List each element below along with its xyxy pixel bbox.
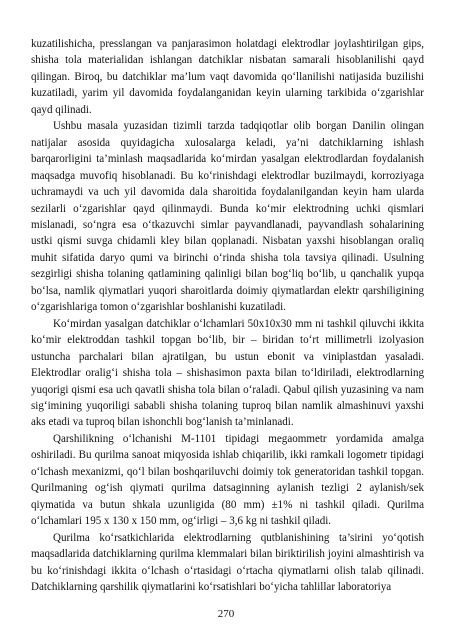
paragraph-5: Qurilma ko‘rsatkichlarida elektrodlarning qutblanishining ta’sirini yo‘qotish maqsadlarida datchiklarning qurilma klemmalari bilan biriktirilish joyini almashtirish va bu ko‘rinishdagi ikkita o‘lchash o‘rtasidagi o‘rtacha qiymatlarni olish talab qilinadi. Datchiklarning qarshilik qiymatlarini ko‘rsatishlari bo‘yicha tahlillar laboratoriya xyxy=(31,531,424,593)
page-number: 270 xyxy=(217,608,235,620)
paragraph-3: Ko‘mirdan yasalgan datchiklar o‘lchamlari 50x10x30 mm ni tashkil qiluvchi ikkita ko‘mir elektroddan tashkil topgan bo‘lib, bir – biridan to‘rt millimetrli izolyasion ustuncha parchalari bilan ajratilgan, bu ustun ebonit va viniplastdan yasaladi. Elektrodlar oralig‘i shisha tola – shishasimon paxta bilan to‘ldiriladi, elektrodlarning yuqorigi qismi esa uch qavatli shisha tola bilan o‘raladi. Qabul qilish yuzasining va nam sig‘imining yuqoriligi sababli shisha tolaning tuproq bilan namlik almashinuvi yaxshi aks etadi va tuproq bilan ishonchli bog‘lanish ta’minlanadi. xyxy=(31,317,424,429)
paragraph-2: Ushbu masala yuzasidan tizimli tarzda tadqiqotlar olib borgan Danilin olingan natijalar asosida quyidagicha xulosalarga keladi, ya’ni datchiklarning ishlash barqarorligini ta’minlash maqsadlarida ko‘mirdan yasalgan elektrodlardan foydalanish maqsadga muvofiq hisoblanadi. Bu ko‘rinishdagi elektrodlar buzilmaydi, korroziyaga uchramaydi va uch yil davomida dala sharoitida foydalanilgandan keyin ham ularda sezilarli o‘zgarishlar qayd qilinmaydi. Bunda ko‘mir elektrodning uchki qismlari mislanadi, so‘ngra esa o‘tkazuvchi simlar payvandlanadi, payvandlash sohalarining ustki qismi suvga chidamli kley bilan qoplanadi. Nisbatan yaxshi hisoblangan oraliq muhit sifatida daryo qumi va birinchi o‘rinda shisha tola tavsiya qilinadi. Usulning sezgirligi shisha tolaning qatlamining qalinligi bilan bog‘liq bo‘lib, u qanchalik yupqa bo‘lsa, namlik qiymatlari yuqori sharoitlarda doimiy qiymatlardan elektr qarshiligining o‘zgarishlariga tomon o‘zgarishlar boshlanishi kuzatiladi. xyxy=(31,120,424,314)
paragraph-1: kuzatilishicha, presslangan va panjarasimon holatdagi elektrodlar joylashtirilgan gips, shisha tola materialidan ishlangan datchiklar nisbatan samarali hisoblanilishi qayd qilingan. Biroq, bu datchiklar ma’lum vaqt davomida qo‘llanilishi natijasida buzilishi kuzatiladi, yarim yil davomida foydalanganidan keyin ularning tarkibida o‘zgarishlar qayd qilinadi. xyxy=(31,38,424,116)
document-body xyxy=(31,36,424,595)
paragraph-4: Qarshilikning o‘lchanishi M-1101 tipidagi megaommetr yordamida amalga oshiriladi. Bu qurilma sanoat miqyosida ishlab chiqarilib, ikki ramkali logometr tipidagi o‘lchash mexanizmi, qo‘l bilan boshqariluvchi doimiy tok generatoridan tashkil topgan. Qurilmaning og‘ish qiymati qurilma datsaginning aylanish tezligi 2 aylanish/sek qiymatida va butun shkala uzunligida (80 mm) ±1% ni tashkil qiladi. Qurilma o‘lchamlari 195 x 130 x 150 mm, og‘irligi – 3,6 kg ni tashkil qiladi. xyxy=(31,432,424,528)
